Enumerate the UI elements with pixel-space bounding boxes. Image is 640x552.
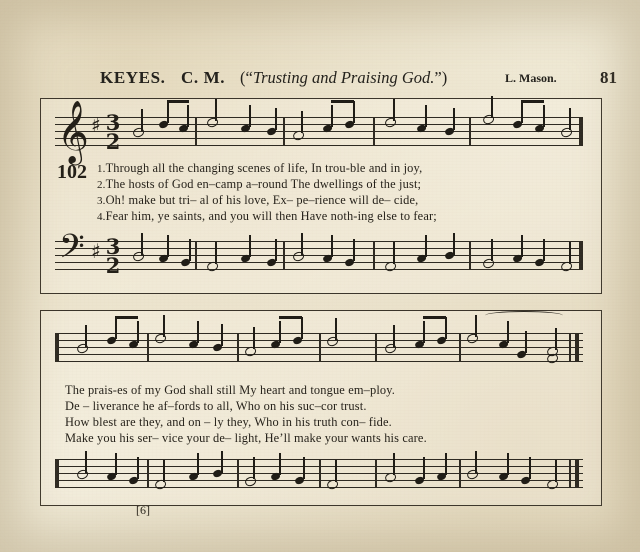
time-signature-denominator: 2 (105, 253, 121, 278)
note-stem (445, 317, 447, 339)
verse-number: 4. (97, 211, 106, 223)
note-stem (249, 235, 251, 257)
barline (469, 117, 471, 146)
note (560, 126, 573, 138)
note-beam (331, 100, 354, 103)
note (466, 332, 479, 344)
note-stem (393, 453, 395, 475)
note-stem (507, 453, 509, 475)
phrase-slur (485, 311, 563, 320)
note (482, 257, 495, 269)
note-stem (393, 242, 395, 264)
barline (147, 459, 149, 488)
staff-line (55, 248, 583, 249)
note-stem (521, 101, 523, 123)
note-stem (475, 451, 477, 473)
staff-line (55, 117, 583, 118)
note (466, 468, 479, 480)
barline (195, 117, 197, 146)
treble-staff-1 (55, 100, 583, 163)
hymn-subtitle (240, 68, 447, 88)
note-stem (303, 457, 305, 479)
note-stem (525, 331, 527, 353)
note-stem (275, 108, 277, 130)
note-stem (167, 101, 169, 123)
barline (237, 459, 239, 488)
note-stem (353, 239, 355, 261)
time-signature (103, 110, 123, 154)
barline (373, 117, 375, 146)
note-stem (187, 105, 189, 127)
time-signature-numerator: 3 (105, 234, 121, 259)
treble-staff-2 (55, 333, 583, 362)
time-signature-denominator: 2 (105, 129, 121, 154)
key-signature-sharp-icon: ♯ (91, 239, 101, 263)
barline-end (579, 117, 583, 146)
note (132, 250, 145, 262)
barline (375, 333, 377, 362)
page-header (0, 68, 640, 90)
note-beam (521, 100, 544, 103)
note-stem (491, 96, 493, 118)
note-stem (137, 321, 139, 343)
note (326, 335, 339, 347)
note-stem (221, 451, 223, 473)
note-stem (543, 105, 545, 127)
barline-start (55, 459, 59, 488)
staff-line (55, 241, 583, 242)
barline (375, 459, 377, 488)
note-stem (167, 235, 169, 257)
note-stem (475, 315, 477, 337)
barline (459, 333, 461, 362)
note-stem (85, 451, 87, 473)
note (292, 250, 305, 262)
barline (283, 241, 285, 270)
note-stem (445, 453, 447, 475)
note-stem (425, 235, 427, 257)
note-stem (423, 321, 425, 343)
hymn-number: 102 (57, 161, 87, 183)
verse-number: 1. (97, 163, 106, 175)
verse-text: Through all the changing scenes of life, In trou-ble and in joy, (105, 161, 423, 175)
verse-text: Fear him, ye saints, and you will then Have noth-ing else to fear; (105, 209, 437, 223)
barline-end-thin (569, 459, 571, 488)
note-stem (163, 460, 165, 482)
note-stem (393, 99, 395, 121)
barline (283, 117, 285, 146)
verse-number: 3. (97, 195, 106, 207)
note-stem (301, 317, 303, 339)
lyric-line-2-verse-3: How blest are they, and on – ly they, Who in his truth con– fide. (65, 415, 392, 429)
barline (237, 333, 239, 362)
barline-end (575, 333, 579, 362)
note-stem (279, 321, 281, 343)
note-stem (507, 321, 509, 343)
page-number: 81 (600, 68, 617, 87)
barline (319, 459, 321, 488)
note-stem (569, 108, 571, 130)
barline-end (579, 241, 583, 270)
bass-staff-2 (55, 459, 583, 488)
note-stem (249, 105, 251, 127)
lyric-line-2-verse-1: The prais-es of my God shall still My heart and tongue em–ploy. (65, 383, 396, 397)
verse-text: The hosts of God en–camp a–round The dwellings of the just; (105, 177, 422, 191)
note-stem (279, 453, 281, 475)
treble-clef-icon: 𝄞 (57, 100, 89, 163)
note-stem (253, 327, 255, 349)
note (132, 126, 145, 138)
music-system-1 (40, 98, 602, 294)
lyric-line-verse-1 (97, 161, 422, 176)
time-signature-numerator: 3 (105, 110, 121, 135)
note (384, 342, 397, 354)
note-stem (215, 99, 217, 121)
barline (319, 333, 321, 362)
staff-line (55, 124, 583, 125)
note-stem (425, 105, 427, 127)
note-beam (279, 316, 302, 319)
barline (373, 241, 375, 270)
subtitle-italic-text: Trusting and Praising God. (252, 68, 435, 87)
note (206, 116, 219, 128)
note-stem (189, 239, 191, 261)
note-stem (197, 453, 199, 475)
note-stem (423, 457, 425, 479)
note-stem (453, 108, 455, 130)
note-stem (197, 321, 199, 343)
note-stem (221, 324, 223, 346)
composer-credit: L. Mason. (505, 71, 557, 85)
note-stem (275, 239, 277, 261)
note-beam (115, 316, 138, 319)
verse-number: 2. (97, 179, 106, 191)
note (384, 116, 397, 128)
hymn-meter: C. M. (181, 68, 226, 87)
staff-line (55, 138, 583, 139)
note-stem (569, 242, 571, 264)
note-stem (335, 460, 337, 482)
note-stem (491, 239, 493, 261)
subtitle-close-paren: ”) (434, 68, 448, 87)
verse-text: Oh! make but tri– al of his love, Ex– pe–rience will de– cide, (105, 193, 419, 207)
note-stem (543, 239, 545, 261)
time-signature (103, 234, 123, 278)
note-stem (85, 325, 87, 347)
note-stem (335, 318, 337, 340)
note-stem (331, 105, 333, 127)
note-stem (163, 315, 165, 337)
note-stem (141, 233, 143, 255)
barline-end (575, 459, 579, 488)
note-stem (529, 457, 531, 479)
key-signature-sharp-icon: ♯ (91, 113, 101, 137)
note-stem (393, 325, 395, 347)
note-stem (115, 453, 117, 475)
bass-clef-icon: 𝄢 (59, 228, 85, 274)
note (244, 475, 257, 487)
note-stem (331, 235, 333, 257)
lyric-line-verse-3 (97, 193, 418, 208)
note-stem (555, 328, 557, 350)
note-stem (521, 235, 523, 257)
barline (195, 241, 197, 270)
subtitle-open-paren: (“ (240, 68, 253, 87)
staff-line (55, 269, 583, 270)
note-stem (301, 233, 303, 255)
note-stem (137, 457, 139, 479)
note-stem (141, 109, 143, 131)
note-stem (301, 111, 303, 133)
music-system-2 (40, 310, 602, 506)
note (76, 342, 89, 354)
note (154, 332, 167, 344)
note-stem (353, 101, 355, 123)
lyric-line-verse-2 (97, 177, 421, 192)
note-beam (167, 100, 189, 103)
note-stem (453, 233, 455, 255)
signature-mark: [6] (136, 503, 150, 517)
lyric-line-2-verse-2: De – liverance he af–fords to all, Who on his suc–cor trust. (65, 399, 367, 413)
note-stem (115, 317, 117, 339)
bass-staff-1 (55, 228, 583, 278)
barline (459, 459, 461, 488)
lyric-line-2-verse-4: Make you his ser– vice your de– light, He’ll make your wants his care. (65, 431, 427, 445)
note-stem (555, 460, 557, 482)
note-beam (423, 316, 446, 319)
staff-line (55, 145, 583, 146)
note-stem (253, 457, 255, 479)
hymn-tune-name: KEYES. (100, 68, 166, 87)
lyric-line-verse-4 (97, 209, 437, 224)
staff-line (55, 262, 583, 263)
barline (469, 241, 471, 270)
note-stem (215, 242, 217, 264)
barline-start (55, 333, 59, 362)
barline-end-thin (569, 333, 571, 362)
barline (147, 333, 149, 362)
note (76, 468, 89, 480)
